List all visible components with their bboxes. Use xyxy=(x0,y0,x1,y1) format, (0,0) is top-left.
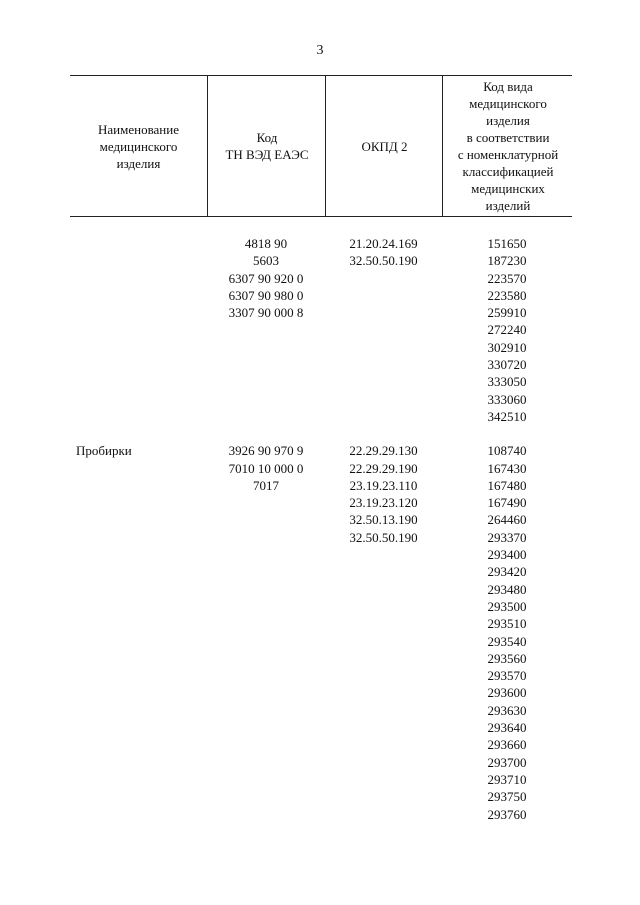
device-code: 330720 xyxy=(487,357,527,373)
cell-device-codes xyxy=(442,235,572,425)
tnved-code: 7017 xyxy=(253,477,279,493)
cell-tnved-codes xyxy=(207,235,325,321)
page-number: 3 xyxy=(316,43,324,58)
cell-okpd2-codes xyxy=(325,442,442,546)
tnved-code: 5603 xyxy=(253,253,279,269)
product-name-text xyxy=(76,235,207,252)
tnved-code: 3926 90 970 9 xyxy=(228,443,304,459)
device-code: 223570 xyxy=(487,270,527,286)
device-code: 293400 xyxy=(487,547,527,563)
okpd2-code: 23.19.23.110 xyxy=(349,477,418,493)
device-code: 293500 xyxy=(487,598,527,614)
okpd2-code: 21.20.24.169 xyxy=(349,236,418,251)
okpd2-code: 22.29.29.130 xyxy=(349,443,418,459)
tnved-code: 4818 90 xyxy=(244,236,288,251)
device-code: 167430 xyxy=(487,460,527,476)
cell-product-name xyxy=(70,442,207,459)
device-code: 302910 xyxy=(487,339,527,355)
device-code: 293540 xyxy=(487,633,527,649)
device-code: 223580 xyxy=(487,287,527,303)
header-medical-device-code: Код вида медицинского изделия в соответствии с номенклатурной классификацией медицинских изделий xyxy=(442,76,573,216)
tnved-code: 6307 90 920 0 xyxy=(228,270,304,286)
okpd2-code: 32.50.50.190 xyxy=(349,529,418,545)
device-code: 293750 xyxy=(487,789,527,805)
table-row xyxy=(70,442,572,823)
device-code: 293560 xyxy=(487,650,527,666)
device-code: 342510 xyxy=(487,408,527,424)
device-code: 264460 xyxy=(487,512,527,528)
device-code: 187230 xyxy=(487,253,527,269)
header-product-name: Наименование медицинского изделия xyxy=(98,121,179,171)
okpd2-code: 32.50.13.190 xyxy=(349,512,418,528)
device-code: 293640 xyxy=(487,720,527,736)
device-code: 293630 xyxy=(487,702,527,718)
device-code: 259910 xyxy=(487,305,527,321)
device-code: 293600 xyxy=(487,685,527,701)
tnved-code: 3307 90 000 8 xyxy=(228,305,304,321)
header-tnved-code: Код ТН ВЭД ЕАЭС xyxy=(207,76,326,216)
device-code: 293700 xyxy=(487,754,527,770)
cell-device-codes xyxy=(442,442,572,823)
product-name-text: Пробирки xyxy=(76,443,132,459)
device-code: 293420 xyxy=(487,564,527,580)
device-code: 151650 xyxy=(487,236,527,251)
device-code: 293570 xyxy=(487,668,527,684)
device-code: 333060 xyxy=(487,391,527,407)
device-code: 333050 xyxy=(487,374,527,390)
classification-table xyxy=(70,75,572,823)
table-row xyxy=(70,235,572,425)
tnved-code: 6307 90 980 0 xyxy=(228,287,304,303)
device-code: 293760 xyxy=(487,806,527,822)
tnved-code: 7010 10 000 0 xyxy=(228,460,304,476)
cell-tnved-codes xyxy=(207,442,325,494)
device-code: 293370 xyxy=(487,529,527,545)
device-code: 272240 xyxy=(487,322,527,338)
device-code: 293480 xyxy=(487,581,527,597)
device-code: 293660 xyxy=(487,737,527,753)
table-header xyxy=(70,75,572,217)
table-body xyxy=(70,235,572,823)
cell-okpd2-codes xyxy=(325,235,442,270)
cell-product-name xyxy=(70,235,207,252)
device-code: 167480 xyxy=(487,477,527,493)
device-code: 293510 xyxy=(487,616,527,632)
device-code: 293710 xyxy=(487,771,527,787)
okpd2-code: 23.19.23.120 xyxy=(349,495,418,511)
okpd2-code: 22.29.29.190 xyxy=(349,460,418,476)
device-code: 167490 xyxy=(487,495,527,511)
header-okpd2: ОКПД 2 xyxy=(325,76,443,216)
device-code: 108740 xyxy=(487,443,527,459)
okpd2-code: 32.50.50.190 xyxy=(349,253,418,269)
